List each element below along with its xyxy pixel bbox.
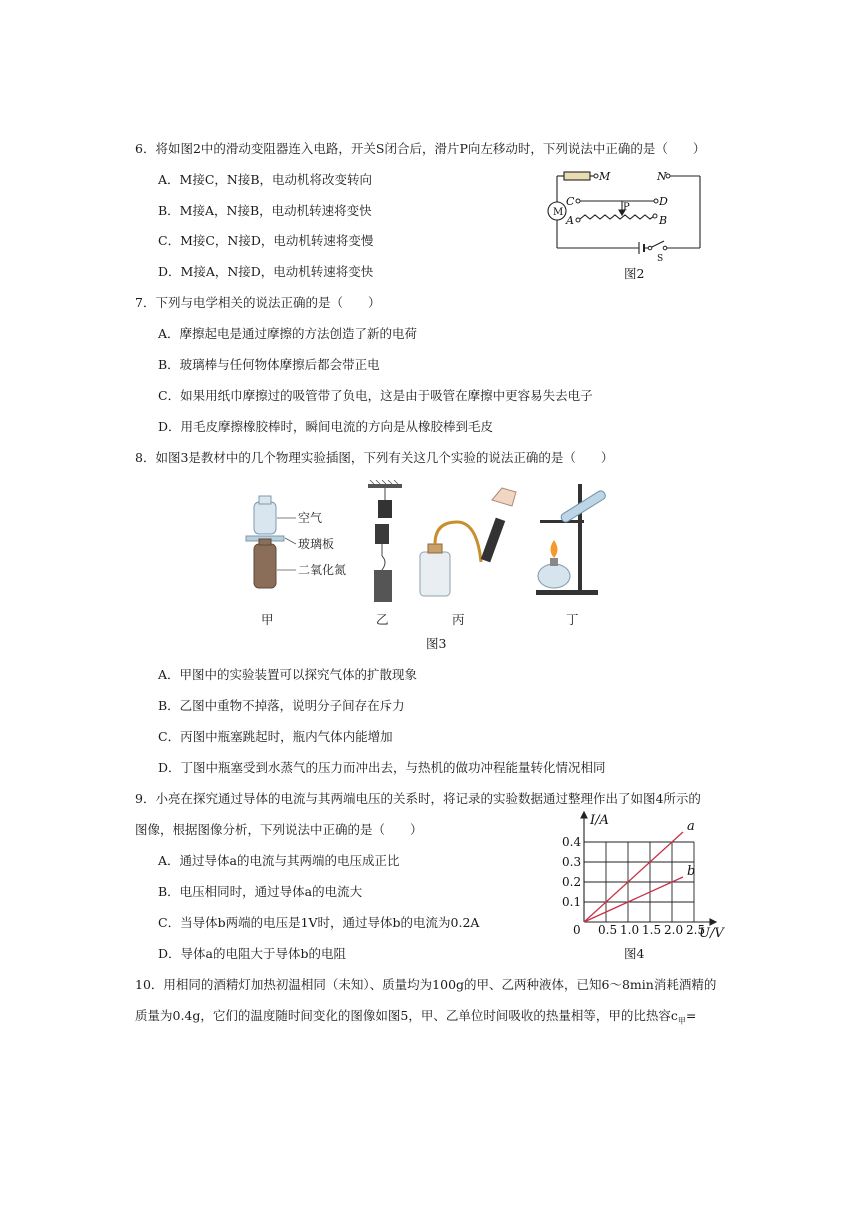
- q9-option-c: C．当导体b两端的电压是1V时，通过导体b的电流为0.2A: [158, 915, 480, 930]
- chart-origin-label: 0: [573, 923, 581, 937]
- chart-x-tick-label: 1.5: [642, 923, 662, 937]
- chart-y-axis-label: I/A: [590, 813, 609, 828]
- q8-stem: 8．如图3是教材中的几个物理实验插图，下列有关这几个实验的说法正确的是（ ）: [135, 450, 614, 465]
- motor-icon: M: [553, 207, 564, 218]
- q8-option-c: C．丙图中瓶塞跳起时，瓶内气体内能增加: [158, 729, 393, 744]
- chart-y-tick-label: 0.3: [562, 855, 582, 869]
- chart-x-axis-label: U/V: [699, 926, 724, 940]
- q9-option-b: B．电压相同时，通过导体a的电流大: [158, 884, 363, 899]
- q7-stem: 7．下列与电学相关的说法正确的是（ ）: [135, 295, 381, 310]
- figure-2-caption: 图2: [624, 266, 645, 281]
- chart-y-tick-label: 0.1: [562, 895, 582, 909]
- label-a: A: [566, 214, 574, 227]
- chart-y-tick-label: 0.2: [562, 875, 582, 889]
- chart-series-label-a: a: [687, 819, 695, 834]
- chart-series-label-b: b: [687, 864, 696, 879]
- figure-4-caption: 图4: [624, 946, 645, 961]
- chart-series-line-a: [584, 832, 683, 922]
- q6-stem: 6．将如图2中的滑动变阻器连入电路，开关S闭合后，滑片P向左移动时，下列说法中正确的是（ ）: [135, 141, 706, 156]
- q10-line2-tail: =: [685, 1008, 697, 1023]
- label-m: M: [599, 170, 611, 183]
- chart-y-tick-label: 0.4: [562, 835, 582, 849]
- q9-option-d: D．导体a的电阻大于导体b的电阻: [158, 946, 346, 961]
- q10-line1: 10．用相同的酒精灯加热初温相同（未知）、质量均为100g的甲、乙两种液体，已知6～8min消耗酒精的: [135, 977, 717, 992]
- panel-jia: [246, 496, 296, 588]
- q9-stem-line1: 9．小亮在探究通过导体的电流与其两端电压的关系时，将记录的实验数据通过整理作出了如图4所示的: [135, 791, 701, 806]
- label-n: N: [657, 170, 667, 183]
- chart-series-line-b: [584, 877, 683, 922]
- q8-option-d: D．丁图中瓶塞受到水蒸气的压力而冲出去，与热机的做功冲程能量转化情况相同: [158, 760, 606, 775]
- label-s: S: [657, 254, 664, 264]
- q8-option-b: B．乙图中重物不掉落，说明分子间存在斥力: [158, 698, 405, 713]
- chart-x-tick-label: 2.0: [664, 923, 684, 937]
- panel-ding: [536, 484, 607, 595]
- panel-bing: [420, 488, 516, 596]
- label-air: 空气: [298, 511, 323, 525]
- label-d: D: [659, 195, 668, 208]
- q9-option-a: A．通过导体a的电流与其两端的电压成正比: [158, 853, 400, 868]
- q6-option-b: B．M接A，N接B，电动机转速将变快: [158, 203, 372, 218]
- figure-3-caption: 图3: [426, 636, 447, 651]
- q6-option-a: A．M接C，N接B，电动机将改变转向: [158, 172, 373, 187]
- figure-4-chart: [560, 810, 730, 940]
- q10-line2-text: 质量为0.4g，它们的温度随时间变化的图像如图5，甲、乙单位时间吸收的热量相等，甲的比热容c: [135, 1008, 678, 1023]
- panel-yi: [368, 480, 402, 602]
- chart-x-tick-label: 1.0: [620, 923, 640, 937]
- q6-option-d: D．M接A，N接D，电动机转速将变快: [158, 264, 374, 279]
- q7-option-b: B．玻璃棒与任何物体摩擦后都会带正电: [158, 357, 380, 372]
- label-p: P: [623, 202, 630, 213]
- label-c: C: [566, 195, 575, 208]
- q6-option-c: C．M接C，N接D，电动机转速将变慢: [158, 233, 374, 248]
- panel-name-jia: 甲: [261, 612, 274, 627]
- chart-x-tick-label: 0.5: [598, 923, 618, 937]
- label-glass-plate: 玻璃板: [298, 537, 335, 551]
- q10-line2: [135, 1008, 696, 1030]
- label-no2: 二氧化氮: [298, 563, 347, 577]
- panel-name-yi: 乙: [376, 612, 389, 627]
- q7-option-a: A．摩擦起电是通过摩擦的方法创造了新的电荷: [158, 326, 418, 341]
- q9-stem-line2: 图像，根据图像分析，下列说法中正确的是（ ）: [135, 822, 423, 837]
- figure-2-circuit: [538, 164, 708, 268]
- panel-name-bing: 丙: [452, 612, 465, 627]
- q10-line2-subscript: 甲: [677, 1016, 686, 1026]
- figure-3-experiments: [240, 480, 620, 608]
- chart-x-tick-label: 2.5: [686, 923, 706, 937]
- q7-option-c: C．如果用纸巾摩擦过的吸管带了负电，这是由于吸管在摩擦中更容易失去电子: [158, 388, 593, 403]
- q8-option-a: A．甲图中的实验装置可以探究气体的扩散现象: [158, 667, 418, 682]
- label-b: B: [659, 214, 668, 227]
- panel-name-ding: 丁: [566, 612, 579, 627]
- q7-option-d: D．用毛皮摩擦橡胶棒时，瞬间电流的方向是从橡胶棒到毛皮: [158, 419, 494, 434]
